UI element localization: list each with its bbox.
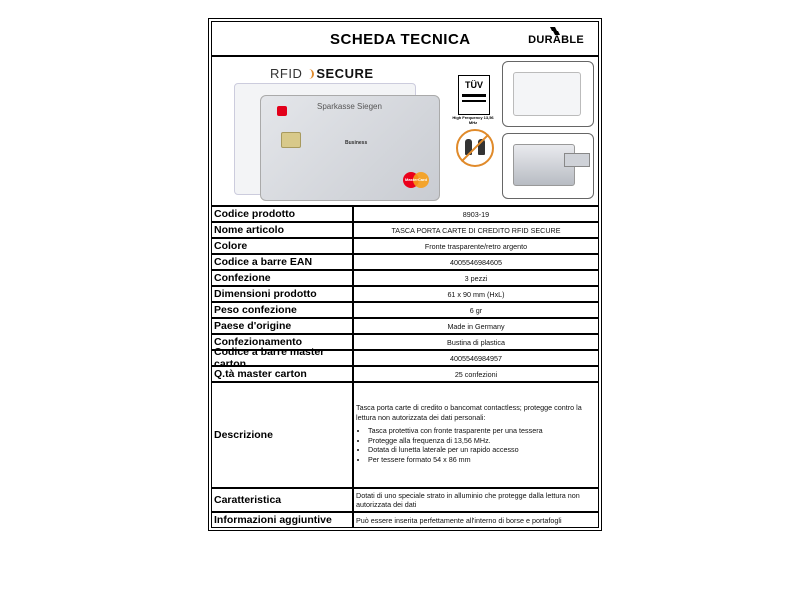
sheet-header <box>212 22 598 57</box>
sleeve-front-image <box>513 72 581 116</box>
spec-value: 3 pezzi <box>464 273 488 283</box>
mastercard-text: MasterCard <box>404 177 427 182</box>
spec-row-confezione <box>212 271 598 287</box>
rfid-prefix: RFID <box>270 66 303 81</box>
spec-value: 25 confezioni <box>454 369 498 379</box>
mastercard-logo-icon <box>403 172 429 188</box>
spec-row-descrizione <box>212 383 598 489</box>
description-text <box>354 383 598 487</box>
spec-row-peso <box>212 303 598 319</box>
spec-value: 4005546984605 <box>450 257 502 267</box>
spec-row-ean <box>212 255 598 271</box>
brand-name: DURABLE <box>528 34 584 46</box>
spec-label: Confezione <box>212 271 354 285</box>
spec-label: Paese d'origine <box>212 319 354 333</box>
tuv-badge <box>458 75 490 115</box>
rfid-secure-logo <box>270 66 374 81</box>
list-item: • Per tessere formato 54 x 86 mm <box>368 455 594 465</box>
spec-value: 4005546984957 <box>450 353 502 363</box>
no-skimming-icon <box>456 129 494 167</box>
technical-sheet <box>208 18 602 531</box>
spec-value: TASCA PORTA CARTE DI CREDITO RFID SECURE <box>391 225 561 235</box>
spec-label: Informazioni aggiuntive <box>212 513 354 527</box>
spec-row-master-carton-ean <box>212 346 598 370</box>
tuv-bar-small <box>462 100 486 102</box>
spec-label: Nome articolo <box>212 223 354 237</box>
spec-label: Codice a barre EAN <box>212 255 354 269</box>
spec-label: Peso confezione <box>212 303 354 317</box>
spec-label: Codice prodotto <box>212 207 354 221</box>
spec-label: Confezionamento <box>212 335 354 349</box>
sheet-frame <box>211 21 599 528</box>
credit-card-image <box>260 95 440 201</box>
inserted-card-image <box>564 153 590 167</box>
spec-value: Dotati di uno speciale strato in alluminio che protegge dalla lettura non autorizzata dei dati <box>356 491 580 509</box>
list-item: • Protegge alla frequenza di 13,56 MHz. <box>368 436 594 446</box>
spec-label: Codice a barre master carton <box>212 351 354 365</box>
spec-value: Può essere inserita perfettamente all'interno di borse e portafogli <box>356 515 562 525</box>
spec-value: Made in Germany <box>447 321 505 331</box>
list-item: • Dotata di lunetta laterale per un rapido accesso <box>368 445 594 455</box>
frequency-label: High Frequency 13,56 MHz <box>452 115 494 125</box>
spec-row-nome-articolo <box>212 223 598 239</box>
spec-row-master-carton-qty <box>212 367 598 383</box>
list-item: • Tasca protettiva con fronte trasparente per una tessera <box>368 426 594 436</box>
description-intro: Tasca porta carte di credito o bancomat contactless; protegge contro la lettura non autorizzata dei dati personali: <box>356 403 582 422</box>
spec-table <box>212 207 598 527</box>
description-bullets <box>356 426 594 464</box>
sleeve-back-thumbnail <box>502 133 594 199</box>
card-type: Business <box>345 140 368 146</box>
sleeve-back-image <box>513 144 575 186</box>
card-bank-name: Sparkasse Siegen <box>317 102 382 111</box>
spec-label: Dimensioni prodotto <box>212 287 354 301</box>
spec-value: 6 gr <box>469 305 483 315</box>
spec-label: Colore <box>212 239 354 253</box>
spec-row-codice-prodotto <box>212 207 598 223</box>
spec-label: Descrizione <box>212 383 354 487</box>
bank-logo-icon <box>277 106 287 116</box>
spec-row-informazioni <box>212 513 598 527</box>
spec-row-caratteristica <box>212 489 598 513</box>
spec-row-paese <box>212 319 598 335</box>
product-images <box>212 57 598 207</box>
card-chip-icon <box>281 132 301 148</box>
spec-label: Caratteristica <box>212 489 354 511</box>
rfid-suffix: SECURE <box>316 66 374 81</box>
spec-value: 8903-19 <box>462 209 490 219</box>
spec-row-colore <box>212 239 598 255</box>
spec-value: Fronte trasparente/retro argento <box>424 241 528 251</box>
sleeve-front-thumbnail <box>502 61 594 127</box>
sheet-title: SCHEDA TECNICA <box>330 31 471 48</box>
spec-row-dimensioni <box>212 287 598 303</box>
spec-label: Q.tà master carton <box>212 367 354 381</box>
tuv-label: TÜV <box>465 80 483 90</box>
spec-value: 61 x 90 mm (HxL) <box>447 289 505 299</box>
wave-icon <box>304 69 314 79</box>
spec-value: Bustina di plastica <box>447 337 505 347</box>
tuv-bar <box>462 94 486 97</box>
